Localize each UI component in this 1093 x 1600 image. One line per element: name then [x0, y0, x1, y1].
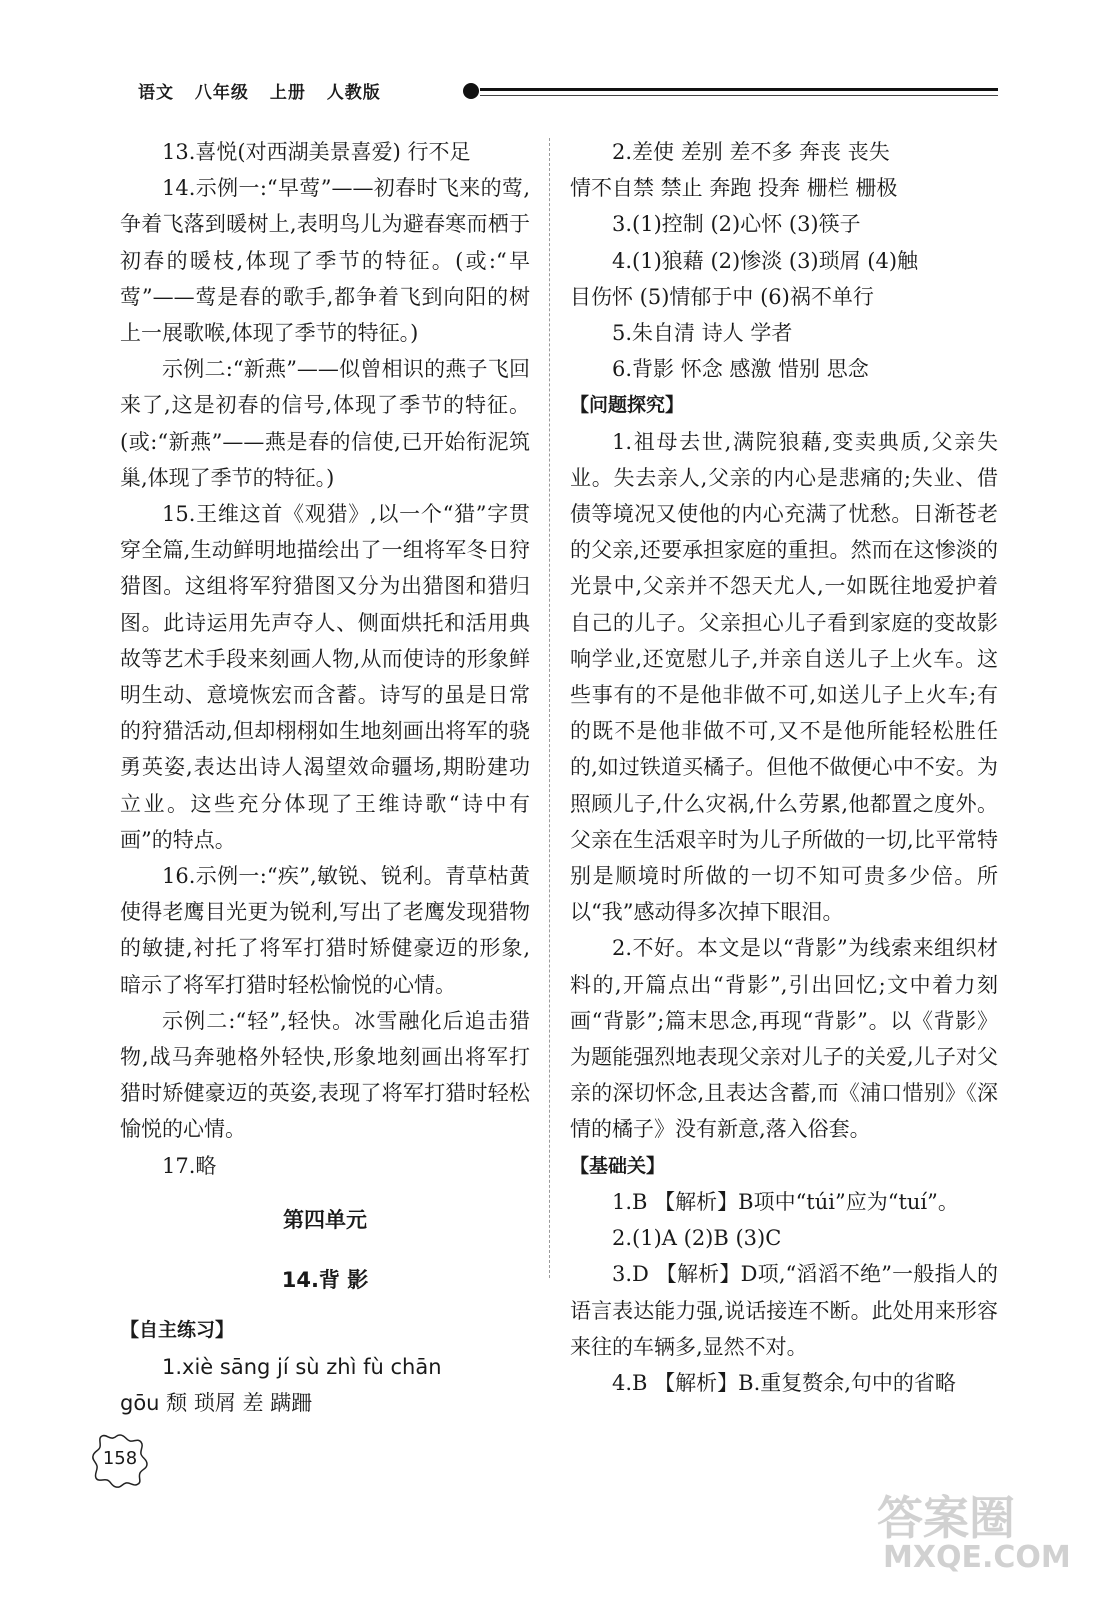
- header-rule: [480, 88, 998, 91]
- section-problem-inquiry: 【问题探究】: [570, 394, 685, 417]
- answer-17: 17.略: [162, 1153, 217, 1178]
- watermark-logo: [873, 1478, 1073, 1588]
- exercise-1-pinyin: 1.xiè sāng jí sù zhì fù chān: [162, 1354, 442, 1379]
- section-self-practice: 【自主练习】: [120, 1319, 235, 1342]
- inquiry-1: 1.祖母去世,满院狼藉,变卖典质,父亲失业。失去亲人,父亲的内心是悲痛的;失业、借债等境况又使他的内心充满了忧愁。日渐苍老的父亲,还要承担家庭的重担。然而在这惨淡的光景中,父亲并不怨天尤人,一如既往地爱护着自己的儿子。父亲担心儿子看到家庭的变故影响学业,还宽慰儿子,并亲自送儿子上火车。这些事有的不是他非做不可,如送儿子上火车;有的既不是他非做不可,又不是他所能轻松胜任的,如过铁道买橘子。但他不做便心中不安。为照顾儿子,什么灾祸,什么劳累,他都置之度外。父亲在生活艰辛时为儿子所做的一切,比平常特别是顺境时所做的一切不知可贵多少倍。所以“我”感动得多次掉下眼泪。: [570, 429, 998, 925]
- unit-title: 第四单元: [283, 1207, 367, 1232]
- header-rule-thin: [480, 95, 998, 96]
- foundation-3: 3.D 【解析】D项,“滔滔不绝”一般指人的语言表达能力强,说话接连不断。此处用来形容来往的车辆多,显然不对。: [570, 1262, 998, 1359]
- answer-14-example-1: 14.示例一:“早莺”——初春时飞来的莺,争着飞落到暖树上,表明鸟儿为避春寒而栖于初春的暖枝,体现了季节的特征。(或:“早莺”——莺是春的歌手,都争着飞到向阳的树上一展歌喉,体现了季节的特征。): [120, 176, 530, 346]
- left-column: [120, 134, 530, 1421]
- lesson-title: 14.背 影: [281, 1268, 369, 1293]
- inquiry-2: 2.不好。本文是以“背影”为线索来组织材料的,开篇点出“背影”,引出回忆;文中着力刻画“背影”;篇末思念,再现“背影”。以《背影》为题能强烈地表现父亲对儿子的关爱,儿子对父亲的深切怀念,且表达含蓄,而《浦口惜别》《深情的橘子》没有新意,落入俗套。: [570, 936, 998, 1142]
- header-grade: 八年级: [194, 83, 249, 103]
- exercise-4: 4.(1)狼藉 (2)惨淡 (3)琐屑 (4)触: [612, 248, 919, 273]
- answer-14-example-2: 示例二:“新燕”——似曾相识的燕子飞回来了,这是初春的信号,体现了季节的特征。(或:“新燕”——燕是春的信使,已开始衔泥筑巢,体现了季节的特征。): [120, 357, 530, 490]
- exercise-5: 5.朱自清 诗人 学者: [612, 321, 793, 346]
- exercise-6: 6.背影 怀念 感激 惜别 思念: [612, 357, 869, 382]
- foundation-4: 4.B 【解析】B.重复赘余,句中的省略: [612, 1370, 956, 1395]
- header-bullet-icon: [463, 83, 479, 99]
- right-column: [570, 134, 998, 1401]
- exercise-3: 3.(1)控制 (2)心怀 (3)筷子: [612, 212, 861, 237]
- answer-16-example-1: 16.示例一:“疾”,敏锐、锐利。青草枯黄使得老鹰目光更为锐利,写出了老鹰发现猎物的敏捷,衬托了将军打猎时矫健豪迈的形象,暗示了将军打猎时轻松愉悦的心情。: [120, 864, 530, 997]
- header-edition: 人教版: [326, 83, 381, 103]
- header-subject: 语文: [138, 83, 174, 103]
- foundation-1: 1.B 【解析】B项中“túi”应为“tuí”。: [612, 1189, 959, 1214]
- exercise-4-cont: 目伤怀 (5)情郁于中 (6)祸不单行: [570, 284, 874, 309]
- section-foundation: 【基础关】: [570, 1154, 666, 1177]
- page-number-badge: [92, 1432, 148, 1488]
- exercise-1-words: gōu 颓 琐屑 差 蹒跚: [120, 1390, 313, 1415]
- watermark-url: MXQE.COM: [883, 1540, 1071, 1575]
- exercise-2: 2.差使 差别 差不多 奔丧 丧失: [612, 140, 890, 164]
- answer-15: 15.王维这首《观猎》,以一个“猎”字贯穿全篇,生动鲜明地描绘出了一组将军冬日狩猎图。这组将军狩猎图又分为出猎图和猎归图。此诗运用先声夺人、侧面烘托和活用典故等艺术手段来刻画人物,从而使诗的形象鲜明生动、意境恢宏而含蓄。诗写的虽是日常的狩猎活动,但却栩栩如生地刻画出将军的骁勇英姿,表达出诗人渴望效命疆场,期盼建功立业。这些充分体现了王维诗歌“诗中有画”的特点。: [120, 502, 530, 852]
- exercise-2-cont: 情不自禁 禁止 奔跑 投奔 栅栏 栅极: [570, 176, 898, 201]
- running-header: [138, 78, 395, 103]
- watermark-text: 答案圈: [877, 1491, 1015, 1545]
- page-number: 158: [102, 1448, 138, 1469]
- foundation-2: 2.(1)A (2)B (3)C: [612, 1226, 782, 1251]
- answer-16-example-2: 示例二:“轻”,轻快。冰雪融化后追击猎物,战马奔驰格外轻快,形象地刻画出将军打猎时矫健豪迈的英姿,表现了将军打猎时轻松愉悦的心情。: [120, 1008, 530, 1142]
- answer-13: 13.喜悦(对西湖美景喜爱) 行不足: [162, 140, 471, 164]
- header-volume: 上册: [269, 83, 306, 103]
- column-divider: [549, 138, 550, 1278]
